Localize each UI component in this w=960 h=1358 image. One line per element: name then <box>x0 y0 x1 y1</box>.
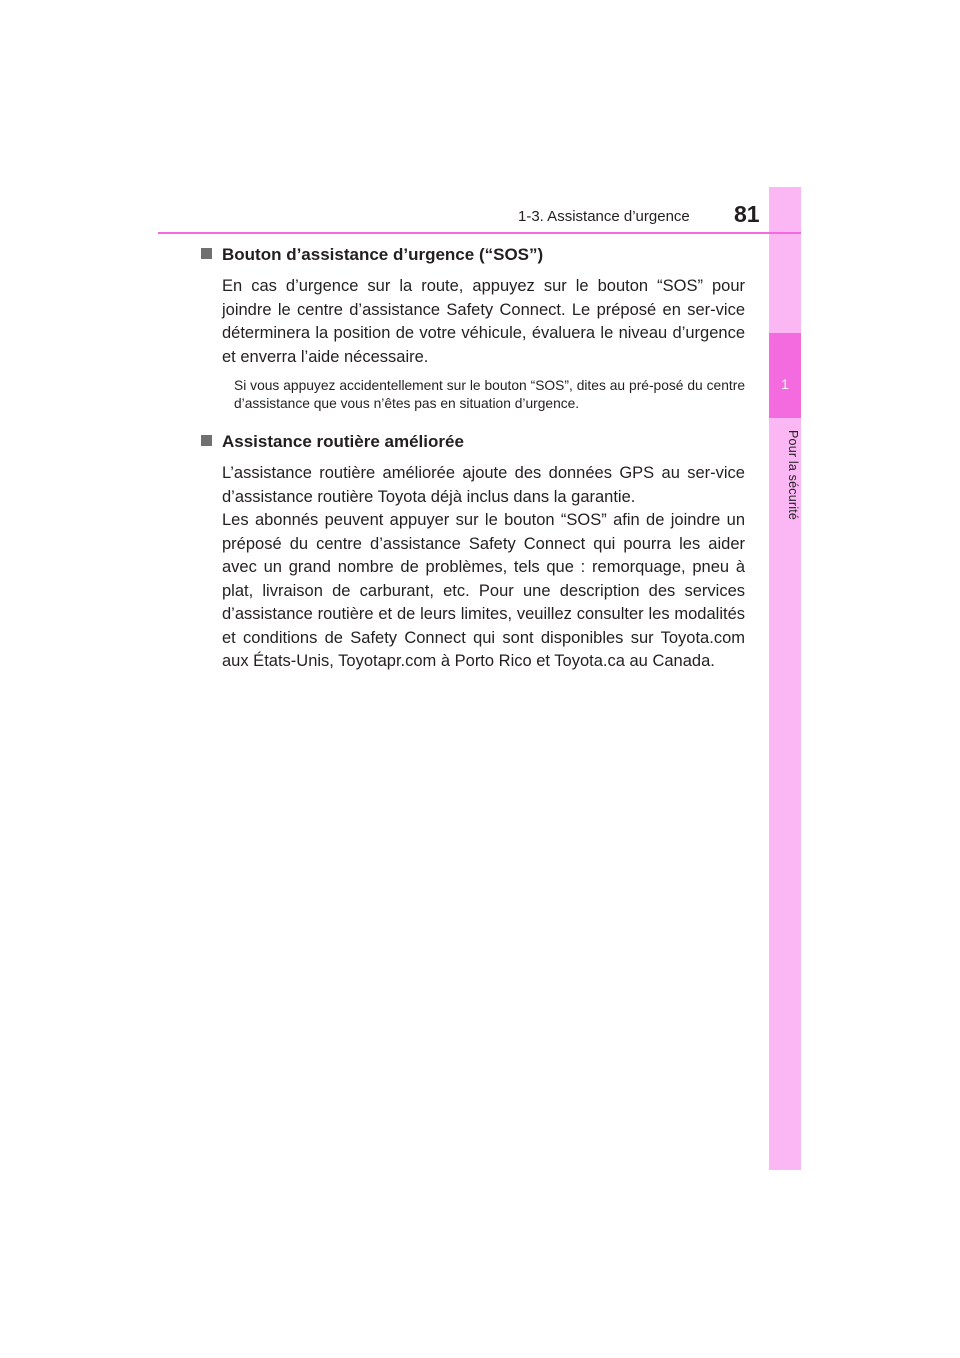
page-content <box>222 243 745 674</box>
section-body-roadside-2: Les abonnés peuvent appuyer sur le bouton “SOS” afin de joindre un préposé du centre d’assistance Safety Connect qui pourra les aider avec un grand nombre de problèmes, tels que : remorquage, pneu à plat, livraison de carburant, etc. Pour une description des services d’assistance routière et de leurs limites, veuillez consulter les modalités et conditions de Safety Connect qui sont disponibles sur Toyota.com aux États-Unis, Toyotapr.com à Porto Rico et Toyota.ca au Canada. <box>222 511 745 670</box>
section-heading-roadside <box>201 430 745 454</box>
header-divider <box>158 232 801 234</box>
header-section-title: 1-3. Assistance d’urgence <box>518 208 690 225</box>
section-heading-sos <box>201 243 745 267</box>
square-bullet-icon <box>201 435 212 446</box>
chapter-title: Pour la sécurité <box>786 430 800 521</box>
chapter-number: 1 <box>781 376 789 392</box>
section-note-sos: Si vous appuyez accidentellement sur le bouton “SOS”, dites au pré-posé du centre d’assistance que vous n’êtes pas en situation d’urgence. <box>234 378 745 411</box>
section-body-roadside-1: L’assistance routière améliorée ajoute des données GPS au ser-vice d’assistance routière Toyota déjà inclus dans la garantie. <box>222 464 745 506</box>
section-heading-text: Assistance routière améliorée <box>222 432 464 451</box>
square-bullet-icon <box>201 248 212 259</box>
section-heading-text: Bouton d’assistance d’urgence (“SOS”) <box>222 245 544 264</box>
section-body-sos: En cas d’urgence sur la route, appuyez sur le bouton “SOS” pour joindre le centre d’assistance Safety Connect. Le préposé en ser-vice déterminera la position de votre véhicule, évaluera le niveau d’urgence et enverra l’aide nécessaire. <box>222 277 745 366</box>
page-number: 81 <box>734 201 760 227</box>
